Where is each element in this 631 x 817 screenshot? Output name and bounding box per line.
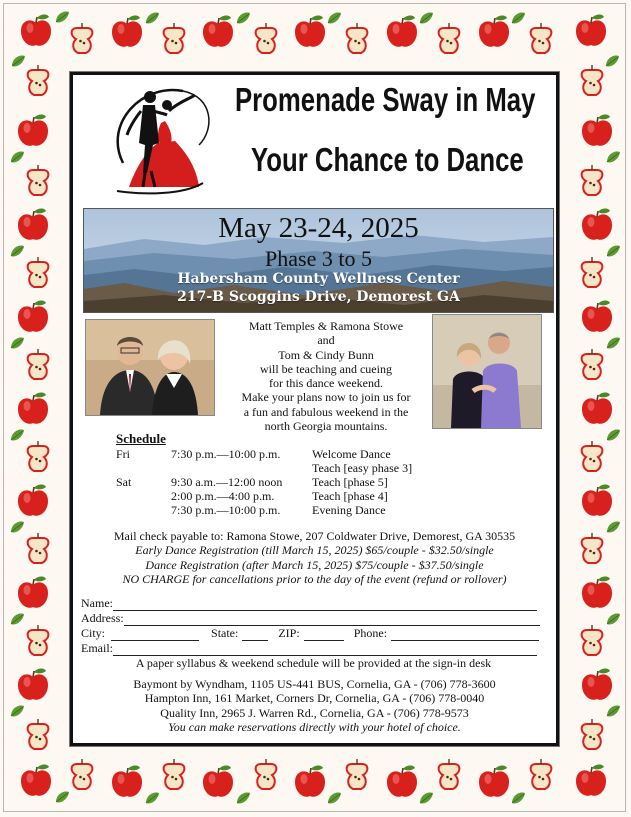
schedule-event: Evening Dance bbox=[312, 503, 386, 517]
state-label: State: bbox=[211, 626, 239, 640]
cancellation-policy: NO CHARGE for cancellations prior to the day of the event (refund or rollover) bbox=[122, 571, 507, 586]
schedule-time: 9:30 a.m.—12:00 noon bbox=[171, 475, 283, 489]
state-field[interactable] bbox=[242, 629, 268, 641]
event-date: May 23-24, 2025 bbox=[218, 212, 419, 244]
mail-address: Mail check payable to: Ramona Stowe, 207 Coldwater Drive, Demorest, GA 30535 bbox=[113, 529, 516, 543]
photo-tom-cindy bbox=[432, 314, 542, 429]
address-label: Address: bbox=[81, 611, 124, 625]
intro-line: Matt Temples & Ramona Stowe bbox=[248, 319, 404, 333]
intro-line: a fun and fabulous weekend in the bbox=[243, 404, 409, 419]
flyer-content bbox=[70, 72, 559, 746]
schedule-event: Teach [phase 4] bbox=[312, 489, 388, 503]
intro-line: and bbox=[317, 333, 335, 348]
title-line-2: Your Chance to Dance bbox=[251, 141, 524, 178]
intro-text bbox=[225, 319, 427, 433]
dancing-couple-logo bbox=[103, 83, 218, 201]
intro-line: will be teaching and cueing bbox=[260, 361, 392, 376]
event-venue: Habersham County Wellness Center bbox=[177, 271, 460, 287]
hotel-item: Baymont by Wyndham, 1105 US-441 BUS, Cornelia, GA - (706) 778-3600 bbox=[133, 677, 496, 691]
schedule-day: Fri bbox=[116, 447, 131, 461]
city-field[interactable] bbox=[111, 629, 199, 641]
title-line-1: Promenade Sway in May bbox=[235, 81, 536, 118]
syllabus-note: A paper syllabus & weekend schedule will be provided at the sign-in desk bbox=[135, 656, 492, 670]
email-field[interactable] bbox=[113, 644, 537, 656]
schedule-heading: Schedule bbox=[116, 431, 166, 446]
hotel-note: You can make reservations directly with your hotel of choice. bbox=[168, 719, 461, 734]
schedule-time: 7:30 p.m.—10:00 p.m. bbox=[171, 503, 281, 517]
late-registration: Dance Registration (after March 15, 2025) $75/couple - $37.50/single bbox=[145, 557, 484, 572]
early-registration: Early Dance Registration (till March 15, 2025) $65/couple - $32.50/single bbox=[135, 543, 494, 558]
email-label: Email: bbox=[81, 641, 113, 655]
payment-info bbox=[73, 529, 556, 586]
photo-matt-ramona bbox=[85, 319, 215, 416]
zip-label: ZIP: bbox=[278, 626, 300, 640]
intro-line: Make your plans now to join us for bbox=[241, 390, 411, 405]
hotel-item: Quality Inn, 2965 J. Warren Rd., Cornelia, GA - (706) 778-9573 bbox=[160, 705, 469, 720]
schedule-event: Welcome Dance bbox=[312, 447, 391, 461]
intro-line: north Georgia mountains. bbox=[264, 419, 388, 434]
schedule-time: 2:00 p.m.—4:00 p.m. bbox=[171, 489, 275, 503]
event-address: 217-B Scoggins Drive, Demorest GA bbox=[177, 289, 460, 305]
schedule-event: Teach [phase 5] bbox=[312, 475, 388, 489]
name-field[interactable] bbox=[113, 599, 537, 611]
phone-label: Phone: bbox=[353, 626, 388, 640]
phone-field[interactable] bbox=[391, 629, 539, 641]
event-phase: Phase 3 to 5 bbox=[265, 246, 372, 271]
schedule-time: 7:30 p.m.—10:00 p.m. bbox=[171, 447, 281, 461]
name-label: Name: bbox=[81, 596, 113, 610]
schedule-event: Teach [easy phase 3] bbox=[312, 461, 413, 475]
city-label: City: bbox=[81, 626, 106, 640]
schedule-day: Sat bbox=[116, 475, 132, 489]
intro-line: Tom & Cindy Bunn bbox=[278, 347, 374, 362]
address-field[interactable] bbox=[124, 614, 540, 626]
hotel-item: Hampton Inn, 161 Market, Corners Dr, Cornelia, GA - (706) 778-0040 bbox=[144, 691, 485, 706]
hotel-list bbox=[73, 677, 556, 734]
intro-line: for this dance weekend. bbox=[269, 376, 383, 391]
mountain-banner bbox=[83, 208, 554, 313]
zip-field[interactable] bbox=[304, 629, 344, 641]
